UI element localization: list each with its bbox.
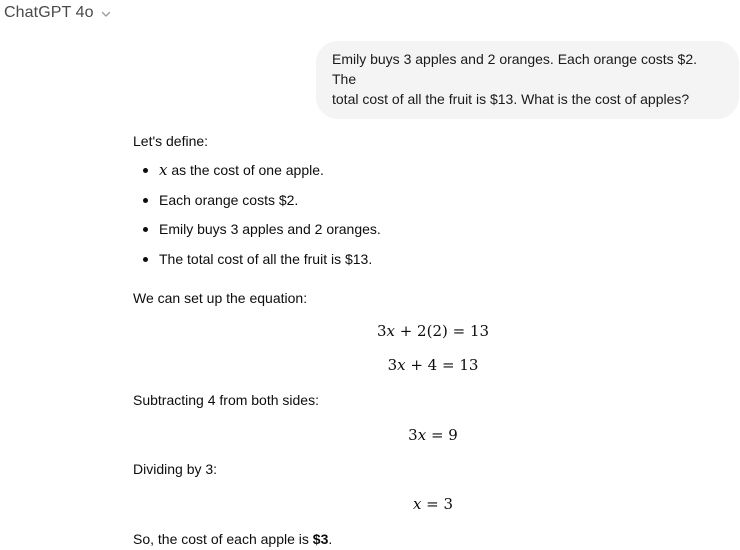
answer-value: $3 bbox=[312, 531, 329, 547]
model-name: ChatGPT 4o bbox=[4, 4, 94, 21]
definitions-list bbox=[133, 160, 613, 269]
equation-3: 3x = 9 bbox=[408, 426, 458, 444]
setup-text: We can set up the equation: bbox=[133, 290, 308, 306]
user-message-bubble bbox=[316, 41, 739, 119]
model-selector[interactable] bbox=[4, 4, 112, 22]
intro-text: Let's define: bbox=[133, 133, 209, 149]
equation-4: x = 3 bbox=[412, 495, 454, 513]
user-message-line-1: Emily buys 3 apples and 2 oranges. Each orange costs $2. The bbox=[332, 51, 697, 87]
list-item: Emily buys 3 apples and 2 oranges. bbox=[133, 219, 613, 239]
chevron-down-icon bbox=[100, 7, 112, 19]
divide-step-text: Dividing by 3: bbox=[133, 461, 218, 477]
equation-2: 3x + 4 = 13 bbox=[387, 356, 479, 374]
list-item: The total cost of all the fruit is $13. bbox=[133, 249, 613, 269]
equation-1: 3x + 2(2) = 13 bbox=[376, 322, 490, 340]
list-item: Each orange costs $2. bbox=[133, 190, 613, 210]
list-item: x as the cost of one apple. bbox=[133, 160, 613, 180]
subtract-step-text: Subtracting 4 from both sides: bbox=[133, 392, 319, 408]
math-variable: x bbox=[159, 161, 168, 179]
conclusion-text: So, the cost of each apple is $3. bbox=[133, 531, 333, 547]
user-message-line-2: total cost of all the fruit is $13. What is the cost of apples? bbox=[332, 91, 690, 107]
